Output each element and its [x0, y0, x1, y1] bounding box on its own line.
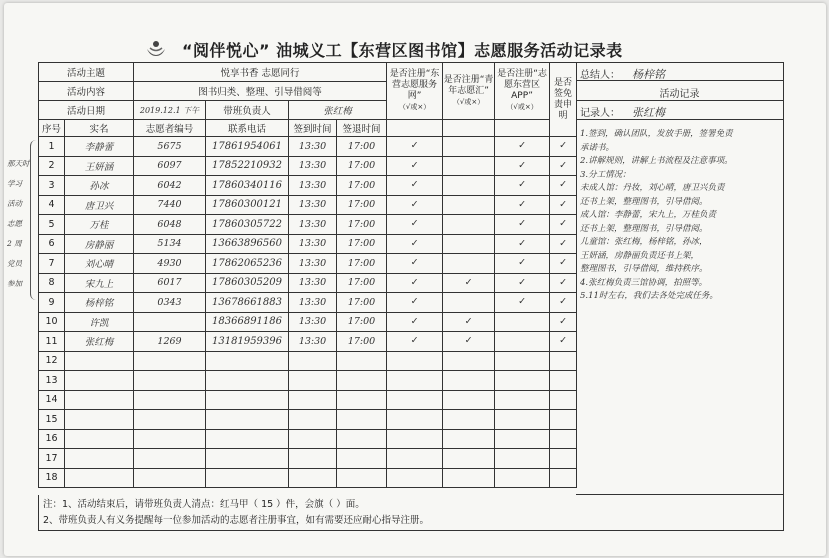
record-note-line: 1.签到，确认团队，发放手册，签署免责 [580, 129, 733, 139]
logo-icon [144, 37, 168, 61]
row-exempt: ✓ [550, 234, 577, 254]
row-reg-youth: ✓ [443, 312, 495, 332]
col-seq: 序号 [39, 120, 65, 137]
row-reg-oilcity: ✓ [387, 273, 443, 293]
row-seq: 3 [39, 176, 65, 196]
row-vol-no [134, 410, 206, 430]
record-note-line: 还书上架，整理图书，引导借阅。 [580, 196, 708, 207]
row-phone [206, 371, 289, 391]
side-note: 那天时 学习 活动 志愿 2 周 党员 参加 [7, 159, 30, 288]
record-note-line: 未成人馆：丹妆，刘心晴，唐卫兴负责 [580, 183, 725, 193]
row-seq: 1 [39, 137, 65, 157]
row-phone: 17860340116 [206, 176, 289, 196]
row-reg-oilcity [387, 429, 443, 449]
row-reg-oilcity: ✓ [387, 293, 443, 313]
row-checkout: 17:00 [337, 254, 387, 274]
record-notes [576, 120, 783, 312]
row-vol-no: 7440 [134, 195, 206, 215]
row-seq: 7 [39, 254, 65, 274]
row-phone: 17860305722 [206, 215, 289, 235]
row-checkin: 13:30 [289, 137, 337, 157]
row-checkin [289, 449, 337, 469]
row-reg-oilcity: ✓ [387, 176, 443, 196]
page-title: “阅伴悦心” 油城义工【东营区图书馆】志愿服务活动记录表 [182, 41, 623, 60]
table-row [39, 293, 577, 313]
row-reg-youth [443, 429, 495, 449]
record-title: 活动记录 [576, 81, 783, 101]
row-reg-youth [443, 390, 495, 410]
row-name [65, 468, 134, 488]
row-reg-youth [443, 351, 495, 371]
duty-leader-label: 带班负责人 [206, 101, 289, 120]
row-vol-no [134, 312, 206, 332]
row-vol-no [134, 429, 206, 449]
col-vol-no: 志愿者编号 [134, 120, 206, 137]
row-vol-no: 4930 [134, 254, 206, 274]
row-seq: 11 [39, 332, 65, 352]
table-row [39, 156, 577, 176]
row-seq: 9 [39, 293, 65, 313]
col-name: 实名 [65, 120, 134, 137]
row-checkin: 13:30 [289, 254, 337, 274]
row-reg-oilcity: ✓ [387, 234, 443, 254]
row-reg-oilcity: ✓ [387, 332, 443, 352]
row-phone: 18366891186 [206, 312, 289, 332]
volunteer-table [38, 62, 577, 488]
row-seq: 8 [39, 273, 65, 293]
row-seq: 2 [39, 156, 65, 176]
table-row [39, 312, 577, 332]
row-phone: 13663896560 [206, 234, 289, 254]
row-checkin [289, 371, 337, 391]
table-row [39, 195, 577, 215]
row-vol-no: 6017 [134, 273, 206, 293]
row-reg-youth [443, 137, 495, 157]
row-reg-app [495, 332, 550, 352]
activity-theme-value: 悦享书香 志愿同行 [134, 63, 387, 82]
row-name: 孙冰 [65, 176, 134, 196]
row-reg-oilcity [387, 371, 443, 391]
row-reg-youth: ✓ [443, 332, 495, 352]
row-exempt: ✓ [550, 332, 577, 352]
table-row [39, 390, 577, 410]
recorder-row: 记录人： 张红梅 [576, 101, 783, 120]
row-vol-no [134, 468, 206, 488]
row-seq: 15 [39, 410, 65, 430]
row-vol-no: 6097 [134, 156, 206, 176]
row-checkout: 17:00 [337, 156, 387, 176]
row-reg-oilcity [387, 390, 443, 410]
row-vol-no: 6048 [134, 215, 206, 235]
row-checkin [289, 351, 337, 371]
row-name: 万桂 [65, 215, 134, 235]
row-checkin: 13:30 [289, 332, 337, 352]
row-seq: 13 [39, 371, 65, 391]
row-reg-oilcity: ✓ [387, 156, 443, 176]
duty-leader-value: 张红梅 [289, 101, 387, 120]
record-note-line: 王妍涵，房静丽负责还书上架， [580, 250, 700, 261]
row-reg-oilcity [387, 410, 443, 430]
record-note-line: 承诺书。 [580, 142, 615, 153]
row-phone [206, 410, 289, 430]
table-row [39, 215, 577, 235]
row-exempt: ✓ [550, 273, 577, 293]
row-exempt: ✓ [550, 176, 577, 196]
table-row [39, 234, 577, 254]
row-phone: 17860300121 [206, 195, 289, 215]
activity-date-value: 2019.12.1 下午 [134, 101, 206, 120]
row-name: 唐卫兴 [65, 195, 134, 215]
table-row [39, 137, 577, 157]
row-phone: 17860305209 [206, 273, 289, 293]
row-exempt: ✓ [550, 254, 577, 274]
row-checkin: 13:30 [289, 215, 337, 235]
row-phone [206, 449, 289, 469]
row-reg-app: ✓ [495, 137, 550, 157]
row-reg-youth: ✓ [443, 273, 495, 293]
row-checkout: 17:00 [337, 176, 387, 196]
row-seq: 10 [39, 312, 65, 332]
header-reg-app: 是否注册“志愿东营区APP” （√或×） [495, 63, 550, 120]
row-reg-youth [443, 449, 495, 469]
row-name [65, 429, 134, 449]
row-reg-youth [443, 176, 495, 196]
row-checkin: 13:30 [289, 234, 337, 254]
row-name [65, 410, 134, 430]
footer-line-1: 注：1、活动结束后，请带班负责人清点：红马甲（ 15 ）件，会旗（ ）面。 [43, 499, 365, 510]
row-reg-youth [443, 234, 495, 254]
row-checkin [289, 429, 337, 449]
row-phone [206, 351, 289, 371]
row-checkin: 13:30 [289, 195, 337, 215]
row-name [65, 371, 134, 391]
row-seq: 17 [39, 449, 65, 469]
row-exempt: ✓ [550, 312, 577, 332]
table-row [39, 332, 577, 352]
row-vol-no [134, 449, 206, 469]
row-checkout: 17:00 [337, 293, 387, 313]
row-vol-no: 6042 [134, 176, 206, 196]
row-reg-app [495, 312, 550, 332]
row-phone [206, 429, 289, 449]
row-reg-youth [443, 371, 495, 391]
row-checkin: 13:30 [289, 293, 337, 313]
row-reg-oilcity: ✓ [387, 215, 443, 235]
row-reg-oilcity [387, 449, 443, 469]
row-reg-youth [443, 293, 495, 313]
activity-record-panel [576, 62, 784, 495]
row-exempt: ✓ [550, 215, 577, 235]
row-checkout: 17:00 [337, 137, 387, 157]
row-checkin: 13:30 [289, 273, 337, 293]
row-reg-oilcity [387, 468, 443, 488]
row-exempt [550, 449, 577, 469]
activity-content-label: 活动内容 [39, 82, 134, 101]
row-reg-app: ✓ [495, 254, 550, 274]
row-phone: 17852210932 [206, 156, 289, 176]
footer-line-2: 2、带班负责人有义务提醒每一位参加活动的志愿者注册事宜，如有需要还应耐心指导注册。 [43, 515, 430, 526]
row-name: 李静蕾 [65, 137, 134, 157]
row-checkin: 13:30 [289, 176, 337, 196]
row-phone [206, 390, 289, 410]
col-phone: 联系电话 [206, 120, 289, 137]
record-note-line: 4.张红梅负责三馆协调，拍照等。 [580, 277, 708, 288]
record-note-line: 2.讲解规则，讲解上书流程及注意事项。 [580, 156, 733, 166]
row-exempt [550, 390, 577, 410]
row-reg-app: ✓ [495, 176, 550, 196]
record-note-line: 儿童馆：张红梅，杨梓铭，孙冰， [580, 237, 708, 247]
row-reg-oilcity: ✓ [387, 312, 443, 332]
row-name: 刘心晴 [65, 254, 134, 274]
row-phone: 13678661883 [206, 293, 289, 313]
row-checkout: 17:00 [337, 332, 387, 352]
table-row [39, 351, 577, 371]
activity-theme-label: 活动主题 [39, 63, 134, 82]
row-name: 宋九上 [65, 273, 134, 293]
row-checkout: 17:00 [337, 195, 387, 215]
row-exempt [550, 371, 577, 391]
row-reg-oilcity: ✓ [387, 137, 443, 157]
row-vol-no [134, 351, 206, 371]
row-checkout [337, 410, 387, 430]
row-seq: 18 [39, 468, 65, 488]
row-reg-youth [443, 215, 495, 235]
row-name: 杨梓铭 [65, 293, 134, 313]
activity-content-value: 图书归类、整理、引导借阅等 [134, 82, 387, 101]
row-checkout: 17:00 [337, 215, 387, 235]
row-checkout: 17:00 [337, 273, 387, 293]
row-exempt [550, 468, 577, 488]
record-note-line: 3.分工情况： [580, 169, 631, 180]
row-reg-app [495, 390, 550, 410]
row-exempt [550, 351, 577, 371]
row-exempt: ✓ [550, 156, 577, 176]
row-seq: 14 [39, 390, 65, 410]
row-reg-oilcity [387, 351, 443, 371]
row-exempt [550, 429, 577, 449]
footer-notes [38, 495, 784, 531]
table-row [39, 273, 577, 293]
row-reg-youth [443, 468, 495, 488]
row-reg-app: ✓ [495, 234, 550, 254]
table-row [39, 449, 577, 469]
row-name [65, 351, 134, 371]
activity-date-label: 活动日期 [39, 101, 134, 120]
row-reg-oilcity: ✓ [387, 254, 443, 274]
row-reg-app [495, 371, 550, 391]
row-vol-no [134, 390, 206, 410]
row-reg-app [495, 351, 550, 371]
row-checkout [337, 429, 387, 449]
row-checkout: 17:00 [337, 234, 387, 254]
row-checkin [289, 410, 337, 430]
table-row [39, 371, 577, 391]
row-checkin: 13:30 [289, 312, 337, 332]
record-note-line: 还书上架，整理图书，引导借阅。 [580, 223, 708, 234]
row-reg-youth [443, 410, 495, 430]
table-row [39, 176, 577, 196]
table-row [39, 410, 577, 430]
row-reg-app [495, 468, 550, 488]
row-phone: 17861954061 [206, 137, 289, 157]
row-checkout [337, 449, 387, 469]
row-reg-oilcity: ✓ [387, 195, 443, 215]
col-checkout: 签退时间 [337, 120, 387, 137]
record-note-line: 成人馆：李静蕾，宋九上，万桂负责 [580, 210, 717, 220]
row-seq: 12 [39, 351, 65, 371]
row-checkout [337, 351, 387, 371]
summarizer-value: 杨梓铭 [632, 68, 665, 81]
row-vol-no: 1269 [134, 332, 206, 352]
row-checkout [337, 468, 387, 488]
row-phone: 17862065236 [206, 254, 289, 274]
row-reg-app [495, 449, 550, 469]
row-name: 房静丽 [65, 234, 134, 254]
row-exempt [550, 410, 577, 430]
row-checkin: 13:30 [289, 156, 337, 176]
row-reg-app [495, 410, 550, 430]
table-row [39, 429, 577, 449]
row-name: 张红梅 [65, 332, 134, 352]
row-vol-no: 0343 [134, 293, 206, 313]
row-reg-app: ✓ [495, 156, 550, 176]
col-checkin: 签到时间 [289, 120, 337, 137]
row-reg-app [495, 429, 550, 449]
row-exempt: ✓ [550, 195, 577, 215]
row-exempt: ✓ [550, 293, 577, 313]
row-reg-youth [443, 254, 495, 274]
row-seq: 5 [39, 215, 65, 235]
record-note-line: 5.11时左右，我们去各处完成任务。 [580, 291, 718, 301]
row-exempt: ✓ [550, 137, 577, 157]
row-checkout: 17:00 [337, 312, 387, 332]
row-name: 王妍涵 [65, 156, 134, 176]
row-reg-youth [443, 195, 495, 215]
row-seq: 4 [39, 195, 65, 215]
row-seq: 6 [39, 234, 65, 254]
recorder-value: 张红梅 [632, 106, 665, 119]
summarizer-row: 总结人： 杨梓铭 [576, 63, 783, 81]
row-phone: 13181959396 [206, 332, 289, 352]
row-reg-app: ✓ [495, 195, 550, 215]
row-seq: 16 [39, 429, 65, 449]
row-reg-app: ✓ [495, 273, 550, 293]
row-reg-app: ✓ [495, 215, 550, 235]
row-vol-no [134, 371, 206, 391]
row-vol-no: 5134 [134, 234, 206, 254]
header-reg-oilcity: 是否注册“东营志愿服务网” （√或×） [387, 63, 443, 120]
row-checkin [289, 468, 337, 488]
row-name: 许凯 [65, 312, 134, 332]
row-name [65, 390, 134, 410]
row-vol-no: 5675 [134, 137, 206, 157]
table-row [39, 254, 577, 274]
row-checkout [337, 371, 387, 391]
record-note-line: 整理图书，引导借阅，维持秩序。 [580, 264, 708, 274]
row-phone [206, 468, 289, 488]
row-reg-app: ✓ [495, 293, 550, 313]
header-exempt: 是否签免责申明 [550, 63, 577, 137]
row-name [65, 449, 134, 469]
row-checkin [289, 390, 337, 410]
header-reg-youth: 是否注册“青年志愿汇” （√或×） [443, 63, 495, 120]
row-reg-youth [443, 156, 495, 176]
row-checkout [337, 390, 387, 410]
table-row [39, 468, 577, 488]
